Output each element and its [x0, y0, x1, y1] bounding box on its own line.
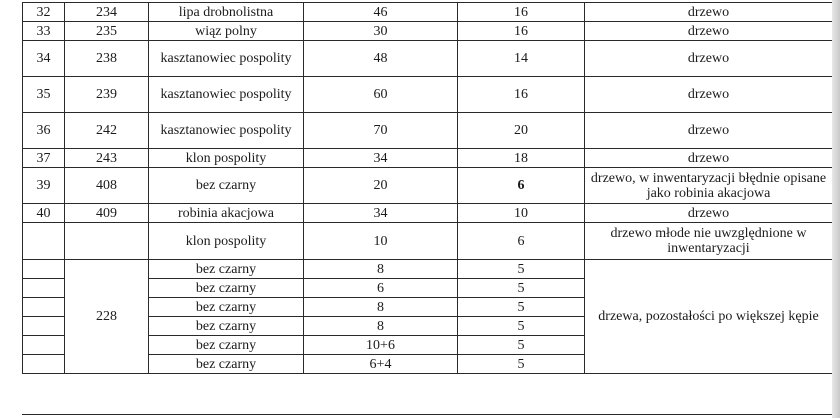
cell-circumference: 6+4: [304, 355, 458, 374]
cell-nr: 238: [65, 41, 149, 77]
cell-nr: 408: [65, 168, 149, 204]
cell-lp: [23, 223, 65, 260]
cell-lp: [23, 336, 65, 355]
cell-circumference: 46: [304, 3, 458, 22]
table-row: [23, 3, 833, 22]
cell-lp: 33: [23, 22, 65, 41]
cell-lp: 39: [23, 168, 65, 204]
cell-notes: drzewo młode nie uwzględnione w inwentaryzacji: [585, 223, 833, 260]
cell-height: 20: [458, 113, 585, 149]
cell-height: 5: [458, 298, 585, 317]
table-row: [23, 223, 833, 260]
table-row: [23, 22, 833, 41]
cell-circumference: 20: [304, 168, 458, 204]
cell-notes: drzewo: [585, 113, 833, 149]
scan-page-edge: [832, 0, 840, 418]
table-row: [23, 204, 833, 223]
cell-circumference: 48: [304, 41, 458, 77]
table-row: [23, 168, 833, 204]
cell-circumference: 30: [304, 22, 458, 41]
cell-species: bez czarny: [149, 168, 304, 204]
cell-height: 10: [458, 204, 585, 223]
cell-species: kasztanowiec pospolity: [149, 77, 304, 113]
cell-height: 5: [458, 260, 585, 279]
cell-height: 5: [458, 279, 585, 298]
cell-circumference: 34: [304, 149, 458, 168]
cell-circumference: 10+6: [304, 336, 458, 355]
cell-height: 5: [458, 317, 585, 336]
cell-notes: drzewo, w inwentaryzacji błędnie opisane jako robinia akacjowa: [585, 168, 833, 204]
cell-species: bez czarny: [149, 298, 304, 317]
cell-lp: 40: [23, 204, 65, 223]
group-row: [23, 260, 833, 279]
cell-species: bez czarny: [149, 317, 304, 336]
cell-notes: drzewo: [585, 41, 833, 77]
cell-lp: [23, 260, 65, 279]
cell-lp: [23, 298, 65, 317]
table-row: [23, 77, 833, 113]
table-row: [23, 113, 833, 149]
cell-nr: [65, 223, 149, 260]
table-row: [23, 149, 833, 168]
cell-species: lipa drobnolistna: [149, 3, 304, 22]
cell-notes: drzewo: [585, 149, 833, 168]
cell-species: bez czarny: [149, 279, 304, 298]
cell-notes: drzewo: [585, 3, 833, 22]
cell-species: klon pospolity: [149, 149, 304, 168]
cell-notes: drzewo: [585, 22, 833, 41]
cell-lp: 37: [23, 149, 65, 168]
cell-nr: 242: [65, 113, 149, 149]
cell-circumference: 8: [304, 298, 458, 317]
cell-species: bez czarny: [149, 260, 304, 279]
cell-lp: [23, 355, 65, 374]
cell-height: 5: [458, 336, 585, 355]
cell-height: 6: [458, 168, 585, 204]
cell-species: robinia akacjowa: [149, 204, 304, 223]
cell-lp: [23, 279, 65, 298]
cell-circumference: 70: [304, 113, 458, 149]
cell-lp: 34: [23, 41, 65, 77]
cell-circumference: 8: [304, 260, 458, 279]
cell-notes: drzewo: [585, 77, 833, 113]
table-row: [23, 41, 833, 77]
cell-nr: 243: [65, 149, 149, 168]
group-nr: 228: [65, 260, 149, 374]
table-bottom-border: [22, 414, 832, 415]
cell-circumference: 6: [304, 279, 458, 298]
cell-lp: [23, 317, 65, 336]
cell-height: 16: [458, 77, 585, 113]
cell-height: 18: [458, 149, 585, 168]
cell-nr: 239: [65, 77, 149, 113]
cell-species: klon pospolity: [149, 223, 304, 260]
group-notes: drzewa, pozostałości po większej kępie: [585, 260, 833, 374]
cell-species: wiąz polny: [149, 22, 304, 41]
cell-nr: 235: [65, 22, 149, 41]
cell-circumference: 8: [304, 317, 458, 336]
cell-height: 6: [458, 223, 585, 260]
cell-species: kasztanowiec pospolity: [149, 41, 304, 77]
cell-species: kasztanowiec pospolity: [149, 113, 304, 149]
cell-notes: drzewo: [585, 204, 833, 223]
cell-nr: 409: [65, 204, 149, 223]
cell-lp: 35: [23, 77, 65, 113]
cell-height: 16: [458, 3, 585, 22]
cell-circumference: 60: [304, 77, 458, 113]
cell-circumference: 10: [304, 223, 458, 260]
cell-height: 16: [458, 22, 585, 41]
cell-lp: 36: [23, 113, 65, 149]
tree-inventory-table: [22, 2, 833, 374]
cell-nr: 234: [65, 3, 149, 22]
cell-lp: 32: [23, 3, 65, 22]
cell-circumference: 34: [304, 204, 458, 223]
cell-species: bez czarny: [149, 355, 304, 374]
cell-height: 14: [458, 41, 585, 77]
cell-species: bez czarny: [149, 336, 304, 355]
cell-height: 5: [458, 355, 585, 374]
